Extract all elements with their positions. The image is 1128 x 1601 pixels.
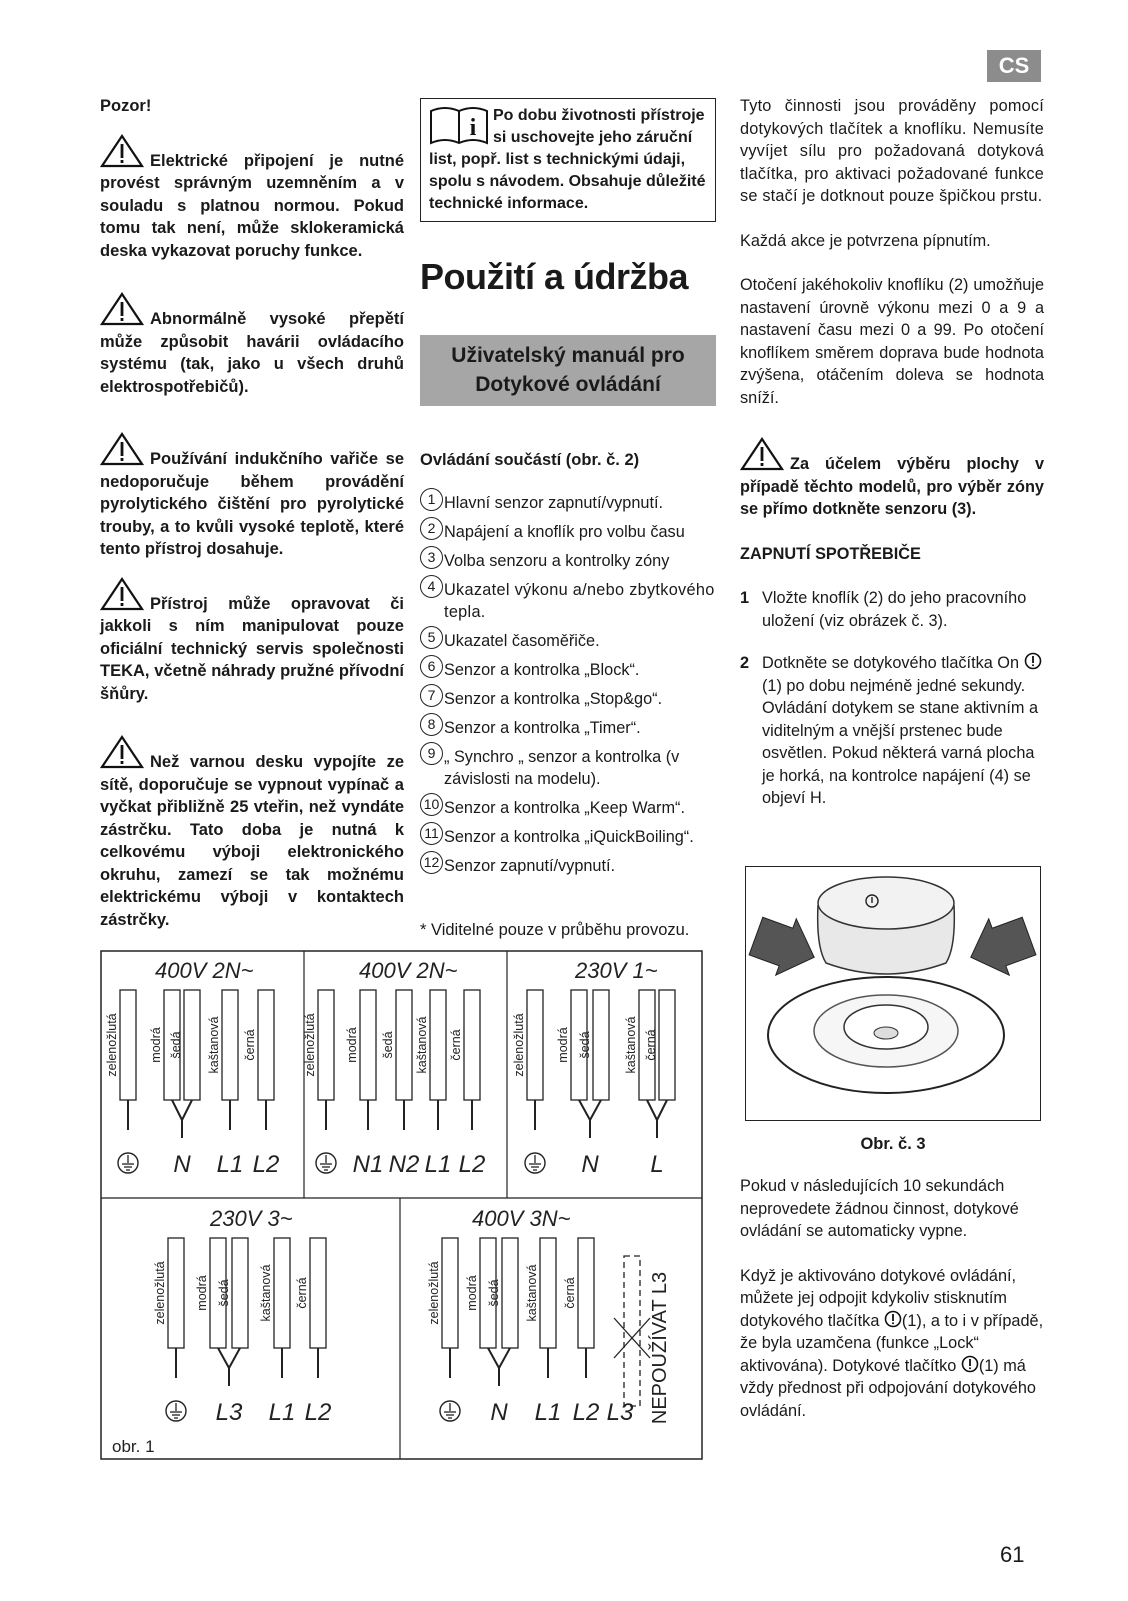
power-icon [961, 1355, 979, 1373]
terminal-label: N1 [352, 1151, 384, 1178]
wire-sleeve [360, 990, 376, 1100]
wire-sleeve [310, 1238, 326, 1348]
list-item [420, 659, 725, 681]
warning-icon [740, 437, 784, 471]
item-number: 11 [420, 822, 443, 845]
step-text-cont: (1) po dobu nejméně jedné sekundy. Ovládání dotykem se stane aktivním a viditelným a vnější prstenec bude osvětlen. Pokud některá varná plocha je horká, na kontrolce napájení (4) se objeví H. [762, 676, 1039, 807]
item-number: 12 [420, 851, 443, 874]
wire-sleeve [502, 1238, 518, 1348]
wire-sleeve [430, 990, 446, 1100]
item-text: Ukazatel výkonu a/nebo zbytkového tepla. [444, 581, 715, 621]
list-item [420, 579, 725, 623]
terminal-label: L1 [216, 1151, 244, 1178]
step-number: 1 [740, 589, 750, 607]
svg-text:i: i [469, 115, 477, 141]
paragraph-part: (1), a to i v případě, že byla uzamčena (funkce „Lock“ aktivována). Dotykové tlačítko [740, 1311, 1044, 1375]
step-text: Vložte knoflík (2) do jeho pracovního uložení (viz obrázek č. 3). [762, 589, 1027, 630]
paragraph: Otočení jakéhokoliv knoflíku (2) umožňuje nastavení úrovně výkonu mezi 0 a 9 a nastavení času mezi 0 a 99. Po otočení knoflíkem směrem doprava bude hodnota zvýšena, otáčením doleva se hodnota sníží. [740, 276, 1044, 407]
warning-icon [100, 735, 144, 769]
item-text: Volba senzoru a kontrolky zóny [444, 552, 670, 570]
warning-icon [100, 432, 144, 466]
list-item [420, 492, 725, 514]
components-heading: Ovládání součástí (obr. č. 2) [420, 451, 640, 469]
wire-label: kaštanová [259, 1264, 273, 1322]
terminal-label: N [173, 1151, 191, 1178]
language-badge: CS [987, 50, 1041, 82]
list-item [420, 630, 725, 652]
wire-sleeve [120, 990, 136, 1100]
warning-icon [100, 292, 144, 326]
step-text: Dotkněte se dotykového tlačítka On [762, 654, 1020, 672]
wire-label: černá [563, 1277, 577, 1309]
wire-label: černá [243, 1029, 257, 1061]
wire-label: šedá [169, 1031, 183, 1059]
terminal-label: L3 [215, 1399, 243, 1426]
warning-text-4: Přístroj může opravovat či jakkoli s ním manipulovat pouze oficiální technický servis společnosti TEKA, včetně náhrady pružné přívodní šňůry. [100, 594, 404, 703]
item-number: 1 [420, 488, 443, 511]
terminal-label: N2 [388, 1151, 420, 1178]
item-text: Senzor zapnutí/vypnutí. [444, 857, 616, 875]
warning-heading: Pozor! [100, 97, 152, 115]
wire-sleeve [527, 990, 543, 1100]
power-icon [1024, 652, 1042, 670]
item-number: 8 [420, 713, 443, 736]
voltage-label: 400V 2N~ [359, 958, 458, 983]
voltage-label: 400V 2N~ [155, 958, 254, 983]
warning-text-2: Abnormálně vysoké přepětí může způsobit havárii ovládacího systému (tak, jako u všech druhů elektrospotřebičů). [100, 310, 404, 396]
wire-label: zelenožlutá [512, 1013, 526, 1077]
wire-sleeve [442, 1238, 458, 1348]
footnote: * Viditelné pouze v průběhu provozu. [420, 921, 690, 939]
voltage-label: 400V 3N~ [472, 1206, 571, 1231]
terminal-label: L2 [572, 1399, 600, 1426]
wire-label: modrá [149, 1027, 163, 1063]
terminal-label: L2 [252, 1151, 280, 1178]
wire-label: šedá [487, 1279, 501, 1307]
item-number: 6 [420, 655, 443, 678]
manual-box-line-1: Uživatelský manuál pro [451, 344, 685, 367]
wire-label: modrá [345, 1027, 359, 1063]
wire-sleeve [464, 990, 480, 1100]
wire-sleeve [184, 990, 200, 1100]
list-item [420, 855, 725, 877]
manual-box [420, 335, 716, 406]
wiring-diagram [100, 950, 716, 1490]
item-text: Senzor a kontrolka „Keep Warm“. [444, 799, 685, 817]
wire-label: šedá [578, 1031, 592, 1059]
wire-label: šedá [381, 1031, 395, 1059]
wire-sleeve [396, 990, 412, 1100]
item-text: Senzor a kontrolka „Block“. [444, 661, 640, 679]
wire-sleeve [222, 990, 238, 1100]
item-number: 5 [420, 626, 443, 649]
terminal-label: L1 [268, 1399, 296, 1426]
wire-sleeve [274, 1238, 290, 1348]
item-text: Senzor a kontrolka „Stop&go“. [444, 690, 663, 708]
wire-sleeve [232, 1238, 248, 1348]
item-text: Senzor a kontrolka „iQuickBoiling“. [444, 828, 694, 846]
diagram-caption: obr. 1 [112, 1437, 155, 1456]
item-number: 2 [420, 517, 443, 540]
paragraph: Pokud v následujících 10 sekundách neprovedete žádnou činnost, dotykové ovládání se automaticky vypne. [740, 1177, 1019, 1240]
warning-text-5: Než varnou desku vypojíte ze sítě, doporučuje se vypnout vypínač a vyčkat přibližně 25 vteřin, než vyndáte zástrčku. Tato doba je nutná k celkovému výboji elektronického okruhu, zamezí se tak možnému elektrickému výboji v kontaktech zástrčky. [100, 753, 404, 929]
wire-label: šedá [217, 1279, 231, 1307]
paragraph-part: Když je aktivováno dotykové ovládání, můžete jej odpojit kdykoliv stisknutím dotykového tlačítka [740, 1266, 1017, 1330]
terminal-label: N [490, 1399, 508, 1426]
wire-label: černá [644, 1029, 658, 1061]
unused-warning-label: NEPOUŽÍVAT L3 [649, 1271, 671, 1425]
wire-sleeve [659, 990, 675, 1100]
zone-warning-text: Za účelem výběru plochy v případě těchto modelů, pro výběr zóny se přímo dotkněte senzoru (3). [740, 455, 1044, 518]
right-column-lower [740, 1175, 1044, 1444]
wire-label: zelenožlutá [105, 1013, 119, 1077]
warnings-column [100, 95, 404, 953]
page-title: Použití a údržba [420, 256, 689, 297]
components-list [420, 492, 725, 884]
list-item [420, 521, 725, 543]
item-number: 7 [420, 684, 443, 707]
wire-label: kaštanová [525, 1264, 539, 1322]
item-text: Senzor a kontrolka „Timer“. [444, 719, 641, 737]
steps-list [740, 587, 1044, 810]
wire-label: zelenožlutá [153, 1261, 167, 1325]
step-item [740, 587, 1044, 632]
right-column [740, 95, 1044, 830]
item-text: Ukazatel časoměřiče. [444, 632, 600, 650]
info-text: Po dobu životnosti přístroje si uschovejte jeho záruční list, popř. list s technickými údaji, spolu s návodem. Obsahuje důležité technické informace. [429, 107, 706, 212]
wire-sleeve [540, 1238, 556, 1348]
terminal-label: L2 [304, 1399, 332, 1426]
warning-icon [100, 134, 144, 168]
item-number: 3 [420, 546, 443, 569]
step-number: 2 [740, 654, 750, 672]
wire-label: modrá [465, 1275, 479, 1311]
terminal-label: N [581, 1151, 599, 1178]
wire-sleeve [258, 990, 274, 1100]
step-item [740, 652, 1044, 810]
wire-sleeve [168, 1238, 184, 1348]
paragraph: Tyto činnosti jsou prováděny pomocí dotykových tlačítek a knoflíku. Nemusíte vyvíjet sílu pro požadovaná dotyková tlačítka, pro aktivaci požadované funkce se stačí je dotknout pouze špičkou prstu. [740, 97, 1044, 205]
knob-figure [745, 866, 1041, 1121]
power-icon [884, 1310, 902, 1328]
voltage-label: 230V 3~ [210, 1206, 293, 1231]
item-number: 4 [420, 575, 443, 598]
terminal-label: L2 [458, 1151, 486, 1178]
wire-label: černá [295, 1277, 309, 1309]
terminal-label: L3 [606, 1399, 634, 1426]
wire-sleeve [593, 990, 609, 1100]
figure-caption: Obr. č. 3 [860, 1135, 926, 1153]
list-item [420, 717, 725, 739]
manual-box-line-2: Dotykové ovládání [475, 373, 661, 396]
info-box [420, 98, 716, 222]
terminal-label: L1 [534, 1399, 562, 1426]
item-number: 10 [420, 793, 443, 816]
warning-text-3: Používání indukčního vařiče se nedoporučuje během provádění pyrolytického čištění pro pyrolytické trouby, a to kvůli vysoké teplotě, které tento přístroj dosahuje. [100, 450, 404, 558]
paragraph-part: (1) má vždy přednost při odpojování dotykového ovládání. [740, 1356, 1036, 1420]
item-number: 9 [420, 742, 443, 765]
wire-label: modrá [556, 1027, 570, 1063]
item-text: Hlavní senzor zapnutí/vypnutí. [444, 494, 664, 512]
page-number: 61 [1000, 1542, 1025, 1567]
warning-icon [100, 577, 144, 611]
wire-label: modrá [195, 1275, 209, 1311]
terminal-label: L1 [424, 1151, 452, 1178]
voltage-label: 230V 1~ [575, 958, 658, 983]
wire-label: kaštanová [624, 1016, 638, 1074]
wire-label: kaštanová [207, 1016, 221, 1074]
item-text: Napájení a knoflík pro volbu času [444, 523, 685, 541]
wire-label: kaštanová [415, 1016, 429, 1074]
wire-label: zelenožlutá [303, 1013, 317, 1077]
item-text: „ Synchro „ senzor a kontrolka (v závislosti na modelu). [444, 748, 680, 788]
info-book-icon [429, 105, 489, 145]
wire-sleeve [318, 990, 334, 1100]
list-item [420, 746, 725, 790]
list-item [420, 688, 725, 710]
list-item [420, 550, 725, 572]
list-item [420, 797, 725, 819]
terminal-label: L [650, 1151, 664, 1178]
wire-sleeve [578, 1238, 594, 1348]
paragraph: Každá akce je potvrzena pípnutím. [740, 231, 991, 250]
section-heading: ZAPNUTÍ SPOTŘEBIČE [740, 544, 921, 563]
wire-label: zelenožlutá [427, 1261, 441, 1325]
warning-text-1: Elektrické připojení je nutné provést správným uzemněním a v souladu s platnou normou. Pokud tomu tak není, může sklokeramická deska vykazovat poruchy funkce. [100, 151, 404, 260]
wire-label: černá [449, 1029, 463, 1061]
list-item [420, 826, 725, 848]
